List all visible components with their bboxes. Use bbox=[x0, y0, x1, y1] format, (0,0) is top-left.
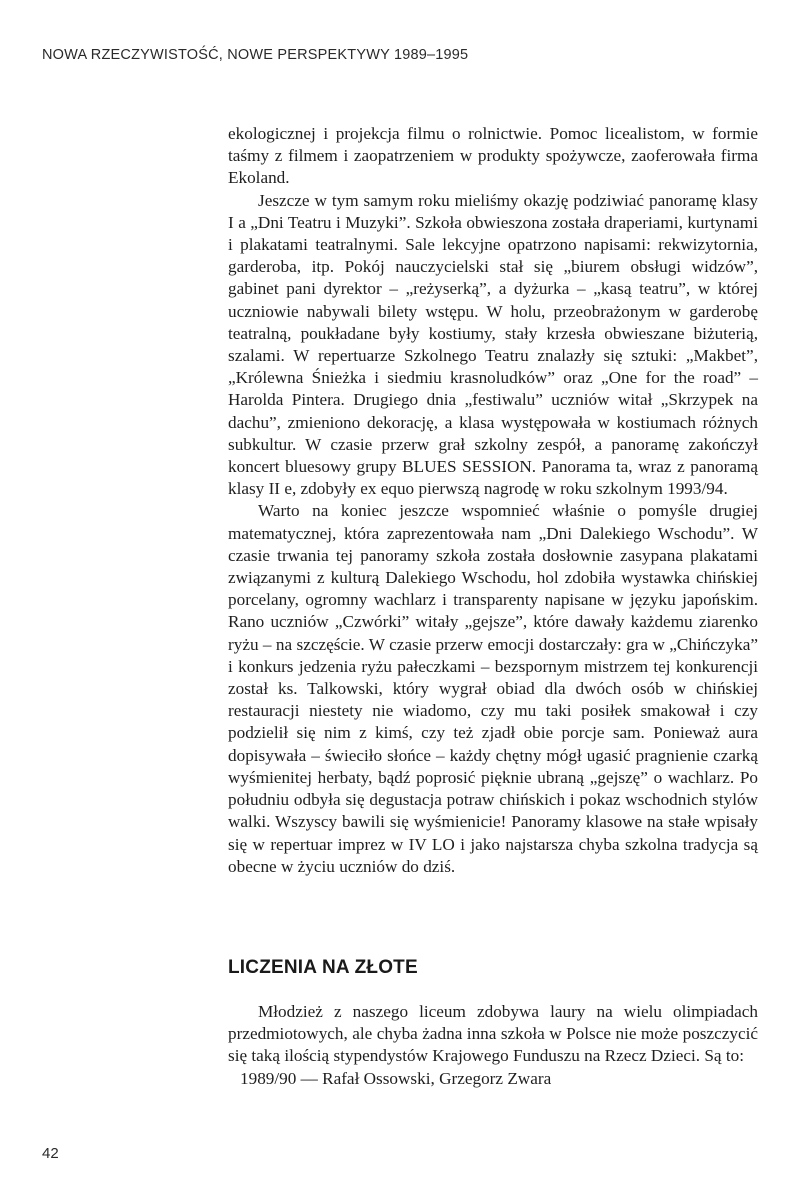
main-text-column bbox=[228, 123, 758, 878]
section-body bbox=[228, 1001, 758, 1090]
list-item: 1989/90 — Rafał Ossowski, Grzegorz Zwara bbox=[240, 1068, 552, 1088]
section-paragraph: Młodzież z naszego liceum zdobywa laury na wielu olimpiadach przedmiotowych, ale chyba żadna inna szkoła w Polsce nie może poszczycić się taką ilością stypendystów Krajowego Funduszu na Rzecz Dzieci. Są to: bbox=[228, 1002, 758, 1066]
section-heading: LICZENIA NA ZŁOTE bbox=[228, 957, 418, 978]
paragraph-continued: ekologicznej i projekcja filmu o rolnictwie. Pomoc licealistom, w formie taśmy z filmem i zaopatrzeniem w produkty spożywcze, zaoferowała firma Ekoland. bbox=[228, 124, 758, 188]
running-header: NOWA RZECZYWISTOŚĆ, NOWE PERSPEKTYWY 1989–1995 bbox=[42, 47, 469, 63]
page-number: 42 bbox=[42, 1145, 59, 1162]
paragraph-far-east-panorama: Warto na koniec jeszcze wspomnieć właśnie o pomyśle drugiej matematycznej, która zaprezentowała nam „Dni Dalekiego Wschodu”. W czasie trwania tej panoramy szkoła została dosłownie zasypana plakatami związanymi z kulturą Dalekiego Wschodu, hol zdobiła wystawka chińskiej porcelany, ogromny wachlarz i transparenty napisane w języku japońskim. Rano uczniów „Czwórki” witały „gejsze”, które dawały każdemu ziarenko ryżu – na szczęście. W czasie przerw emocji dostarczały: gra w „Chińczyka” i konkurs jedzenia ryżu pałeczkami – bezspornym mistrzem tej konkurencji został ks. Talkowski, który wygrał obiad dla dwóch osób w chińskiej restauracji niestety nie wiadomo, czy mu taki posiłek smakował i czy podzielił się nim z kimś, czy też zjadł obie porcje sam. Ponieważ aura dopisywała – świeciło słońce – każdy chętny mógł ugasić pragnienie czarką wyśmienitej herbaty, bądź poprosić pięknie ubraną „gejszę” o wachlarz. Po południu odbyła się degustacja potraw chińskich i pokaz wschodnich stylów walki. Wszyscy bawili się wyśmienicie! Panoramy klasowe na stałe wpisały się w repertuar imprez w IV LO i jako najstarsza chyba szkolna tradycja są obecne w życiu uczniów do dziś. bbox=[228, 501, 758, 876]
paragraph-theatre-panorama: Jeszcze w tym samym roku mieliśmy okazję podziwiać panoramę klasy I a „Dni Teatru i Muzyki”. Szkoła obwieszona została draperiami, kurtynami i plakatami teatralnymi. Sale lekcyjne opatrzono napisami: rekwizytornia, garderoba, itp. Pokój nauczycielski stał się „biurem obsługi widzów”, gabinet pani dyrektor – „reżyserką”, a dyżurka – „kasą teatru”, w której uczniowie nabywali bilety wstępu. W holu, przeobrażonym w garderobę teatralną, poukładane były kostiumy, stały krzesła obwieszane biżuterią, szalami. W repertuarze Szkolnego Teatru znalazły się sztuki: „Makbet”, „Królewna Śnieżka i siedmiu krasnoludków” oraz „One for the road” – Harolda Pintera. Drugiego dnia „festiwalu” uczniów witał „Skrzypek na dachu”, zmieniono dekorację, a klasa występowała w kostiumach różnych subkultur. W czasie przerw grał szkolny zespół, a panoramę zakończył koncert bluesowy grupy BLUES SESSION. Panorama ta, wraz z panoramą klasy II e, zdobyły ex equo pierwszą nagrodę w roku szkolnym 1993/94. bbox=[228, 190, 758, 499]
